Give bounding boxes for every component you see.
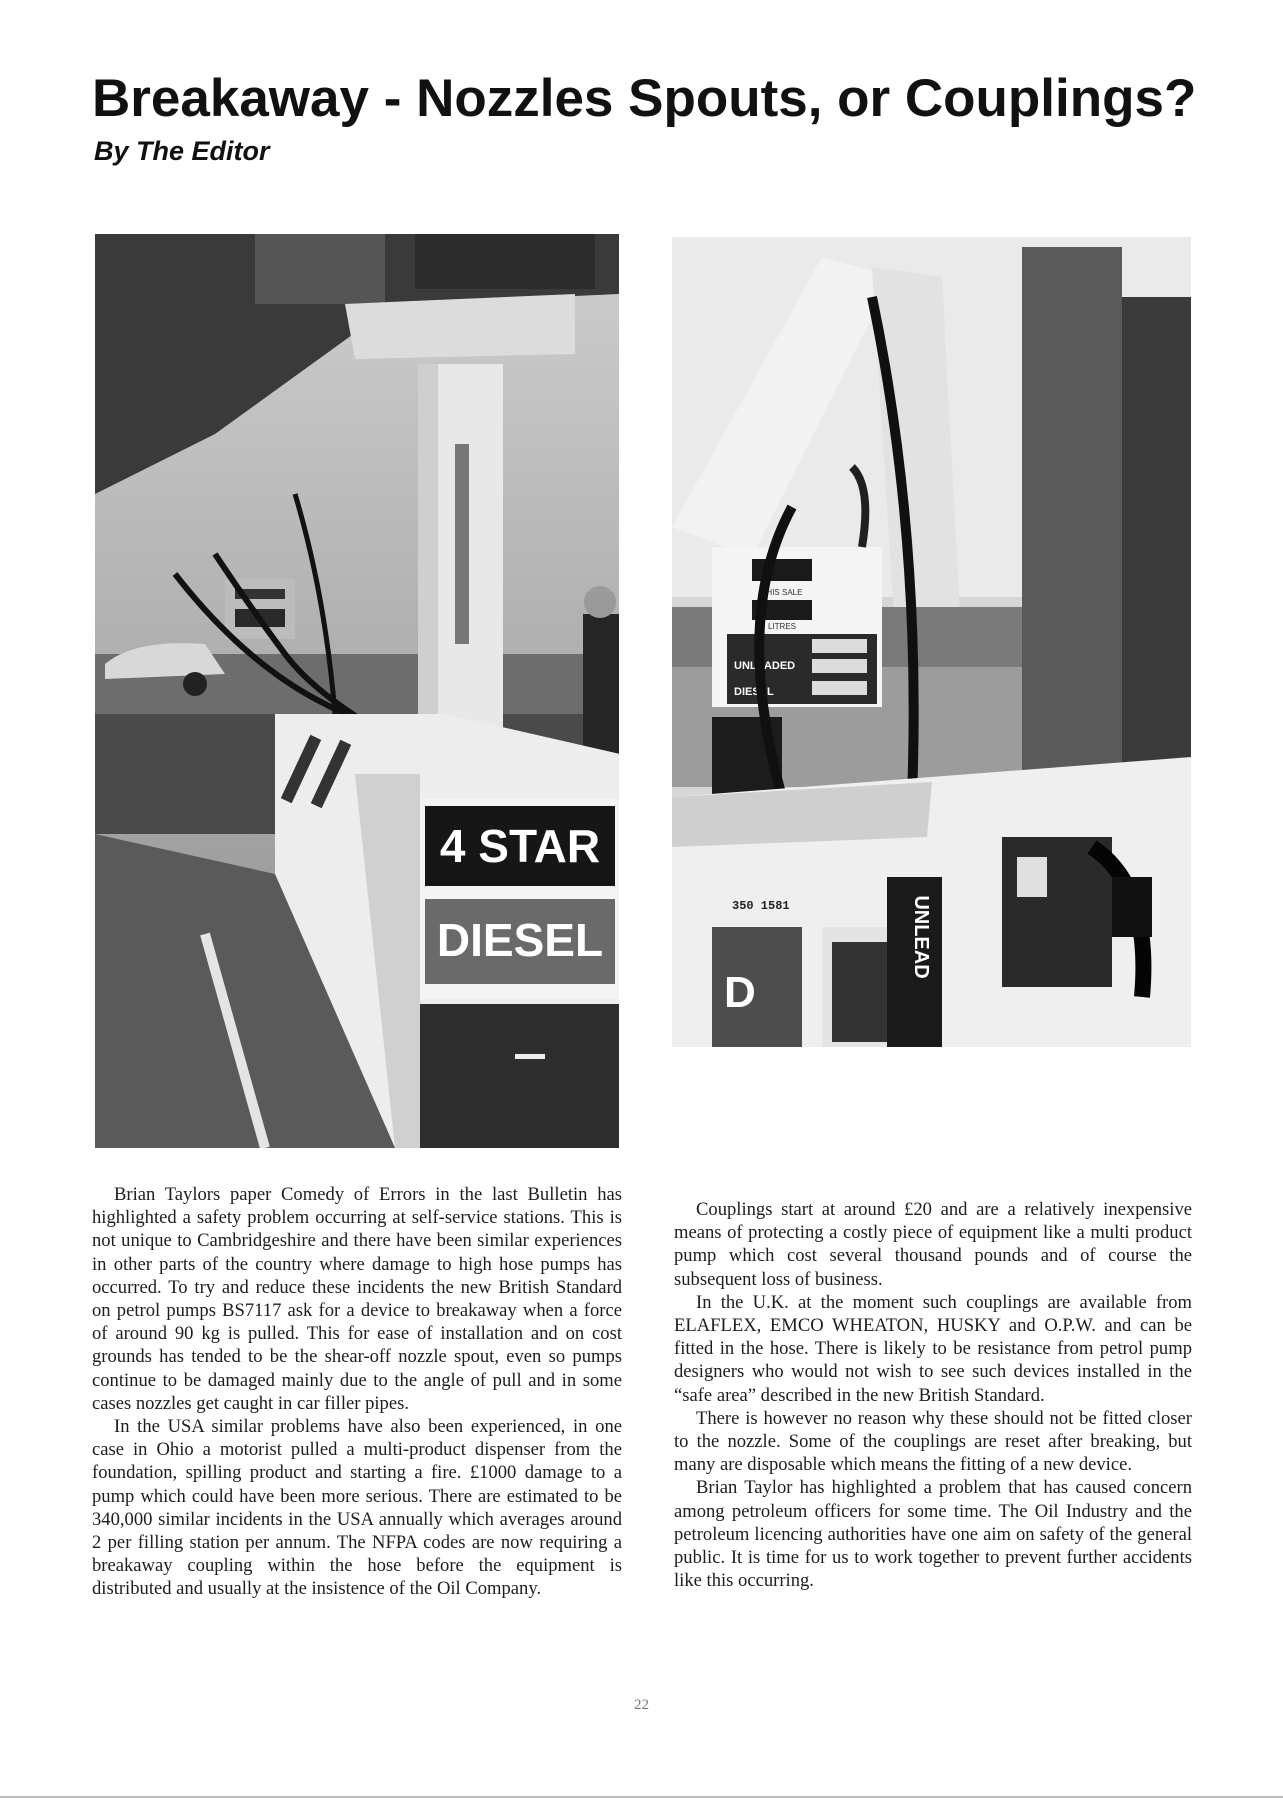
nozzle-label-d: D	[724, 968, 756, 1017]
paragraph: In the USA similar problems have also been experienced, in one case in Ohio a motorist pulled a multi-product dispenser from the foundation, spilling product and starting a fire. £1000 damage to a pump which could have been more serious. There are estimated to be 340,000 similar incidents in the USA annually which averages around 2 per filling station per annum. The NFPA codes are now requiring a breakaway coupling within the hose before the equipment is distributed and usually at the insistence of the Oil Company.	[92, 1416, 622, 1600]
grade-diesel: DIESEL	[734, 686, 774, 698]
paragraph: Brian Taylors paper Comedy of Errors in the last Bulletin has highlighted a safety problem occurring at self-service stations. This is not unique to Cambridgeshire and there have been similar experiences in other parts of the country where damage to high hose pumps has occurred. To try and reduce these incidents the new British Standard on petrol pumps BS7117 ask for a device to breakaway when a force of around 90 kg is pulled. This for ease of installation and on cost grounds has tended to be the shear-off nozzle spout, even so pumps continue to be damaged mainly due to the angle of pull and in some cases nozzles get caught in car filler pipes.	[92, 1184, 622, 1414]
petrol-pump-illustration	[95, 234, 619, 1148]
paragraph: Couplings start at around £20 and are a relatively inexpensive means of protecting a costly piece of equipment like a multi product pump which cost several thousand pounds and of course the subsequent loss of business.	[674, 1199, 1192, 1290]
article-byline: By The Editor	[94, 136, 270, 166]
pump-counter: 350 1581	[732, 899, 790, 913]
display-litres: LITRES	[767, 622, 797, 631]
display-this-sale: THIS SALE	[761, 588, 803, 597]
pump-closeup-photo	[672, 237, 1191, 1047]
grade-unleaded: UNLEADED	[734, 660, 796, 672]
sign-diesel: DIESEL	[436, 914, 604, 966]
petrol-pump-island-photo	[95, 234, 619, 1148]
page-number: 22	[634, 1697, 649, 1713]
article-column-left	[92, 1183, 622, 1601]
article-column-right	[674, 1198, 1192, 1592]
paragraph: In the U.K. at the moment such couplings are available from ELAFLEX, EMCO WHEATON, HUSKY and O.P.W. and can be fitted in the hose. There is likely to be resistance from petrol pump designers who would not wish to see such devices installed in the “safe area” described in the new British Standard.	[674, 1291, 1192, 1406]
paragraph: Brian Taylor has highlighted a problem that has caused concern among petroleum officers for some time. The Oil Industry and the petroleum licencing authorities have one aim on safety of the general public. It is time for us to work together to prevent further accidents like this occurring.	[674, 1477, 1192, 1592]
sign-4-star: 4 STAR	[439, 820, 601, 872]
hose-label-unlead: UNLEAD	[910, 895, 932, 979]
article-title: Breakaway - Nozzles Spouts, or Couplings?	[92, 69, 1197, 128]
scan-edge-divider	[0, 1796, 1283, 1798]
pump-closeup-illustration	[672, 237, 1191, 1047]
paragraph: There is however no reason why these should not be fitted closer to the nozzle. Some of the couplings are reset after breaking, but many are disposable which means the fitting of a new device.	[674, 1407, 1192, 1476]
